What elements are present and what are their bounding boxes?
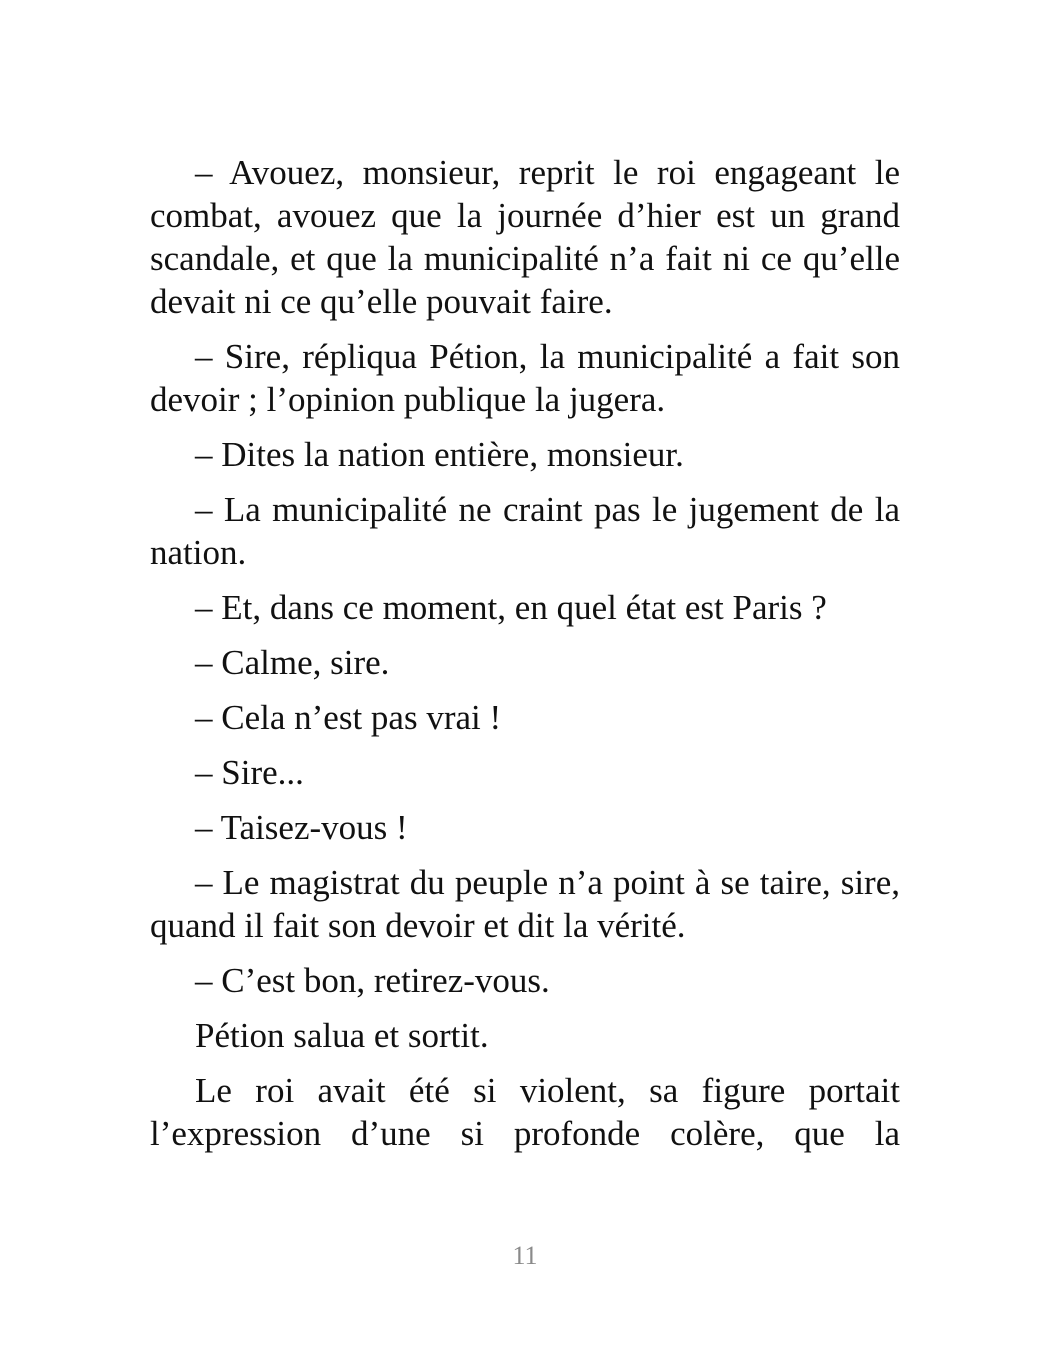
paragraph: – Le magistrat du peuple n’a point à se taire, sire, quand il fait son devoir et dit la vérité. [150,863,900,945]
paragraph-continued: Le roi avait été si violent, sa figure portait l’expression d’une si profonde colère, que la [150,1071,900,1153]
paragraph: – Et, dans ce moment, en quel état est Paris ? [195,588,827,627]
paragraph: – C’est bon, retirez-vous. [195,961,550,1000]
page-body [150,151,900,1167]
paragraph: Pétion salua et sortit. [195,1016,489,1055]
paragraph: – Calme, sire. [195,643,390,682]
paragraph: – Cela n’est pas vrai ! [195,698,502,737]
paragraph: – La municipalité ne craint pas le jugement de la nation. [150,490,900,572]
paragraph: – Dites la nation entière, monsieur. [195,435,684,474]
paragraph: – Sire... [195,753,304,792]
paragraph: – Avouez, monsieur, reprit le roi engageant le combat, avouez que la journée d’hier est un grand scandale, et que la municipalité n’a fait ni ce qu’elle devait ni ce qu’elle pouvait faire. [150,153,900,321]
paragraph: – Taisez-vous ! [195,808,408,847]
page-number: 11 [512,1241,538,1270]
paragraph: – Sire, répliqua Pétion, la municipalité a fait son devoir ; l’opinion publique la jugera. [150,337,900,419]
